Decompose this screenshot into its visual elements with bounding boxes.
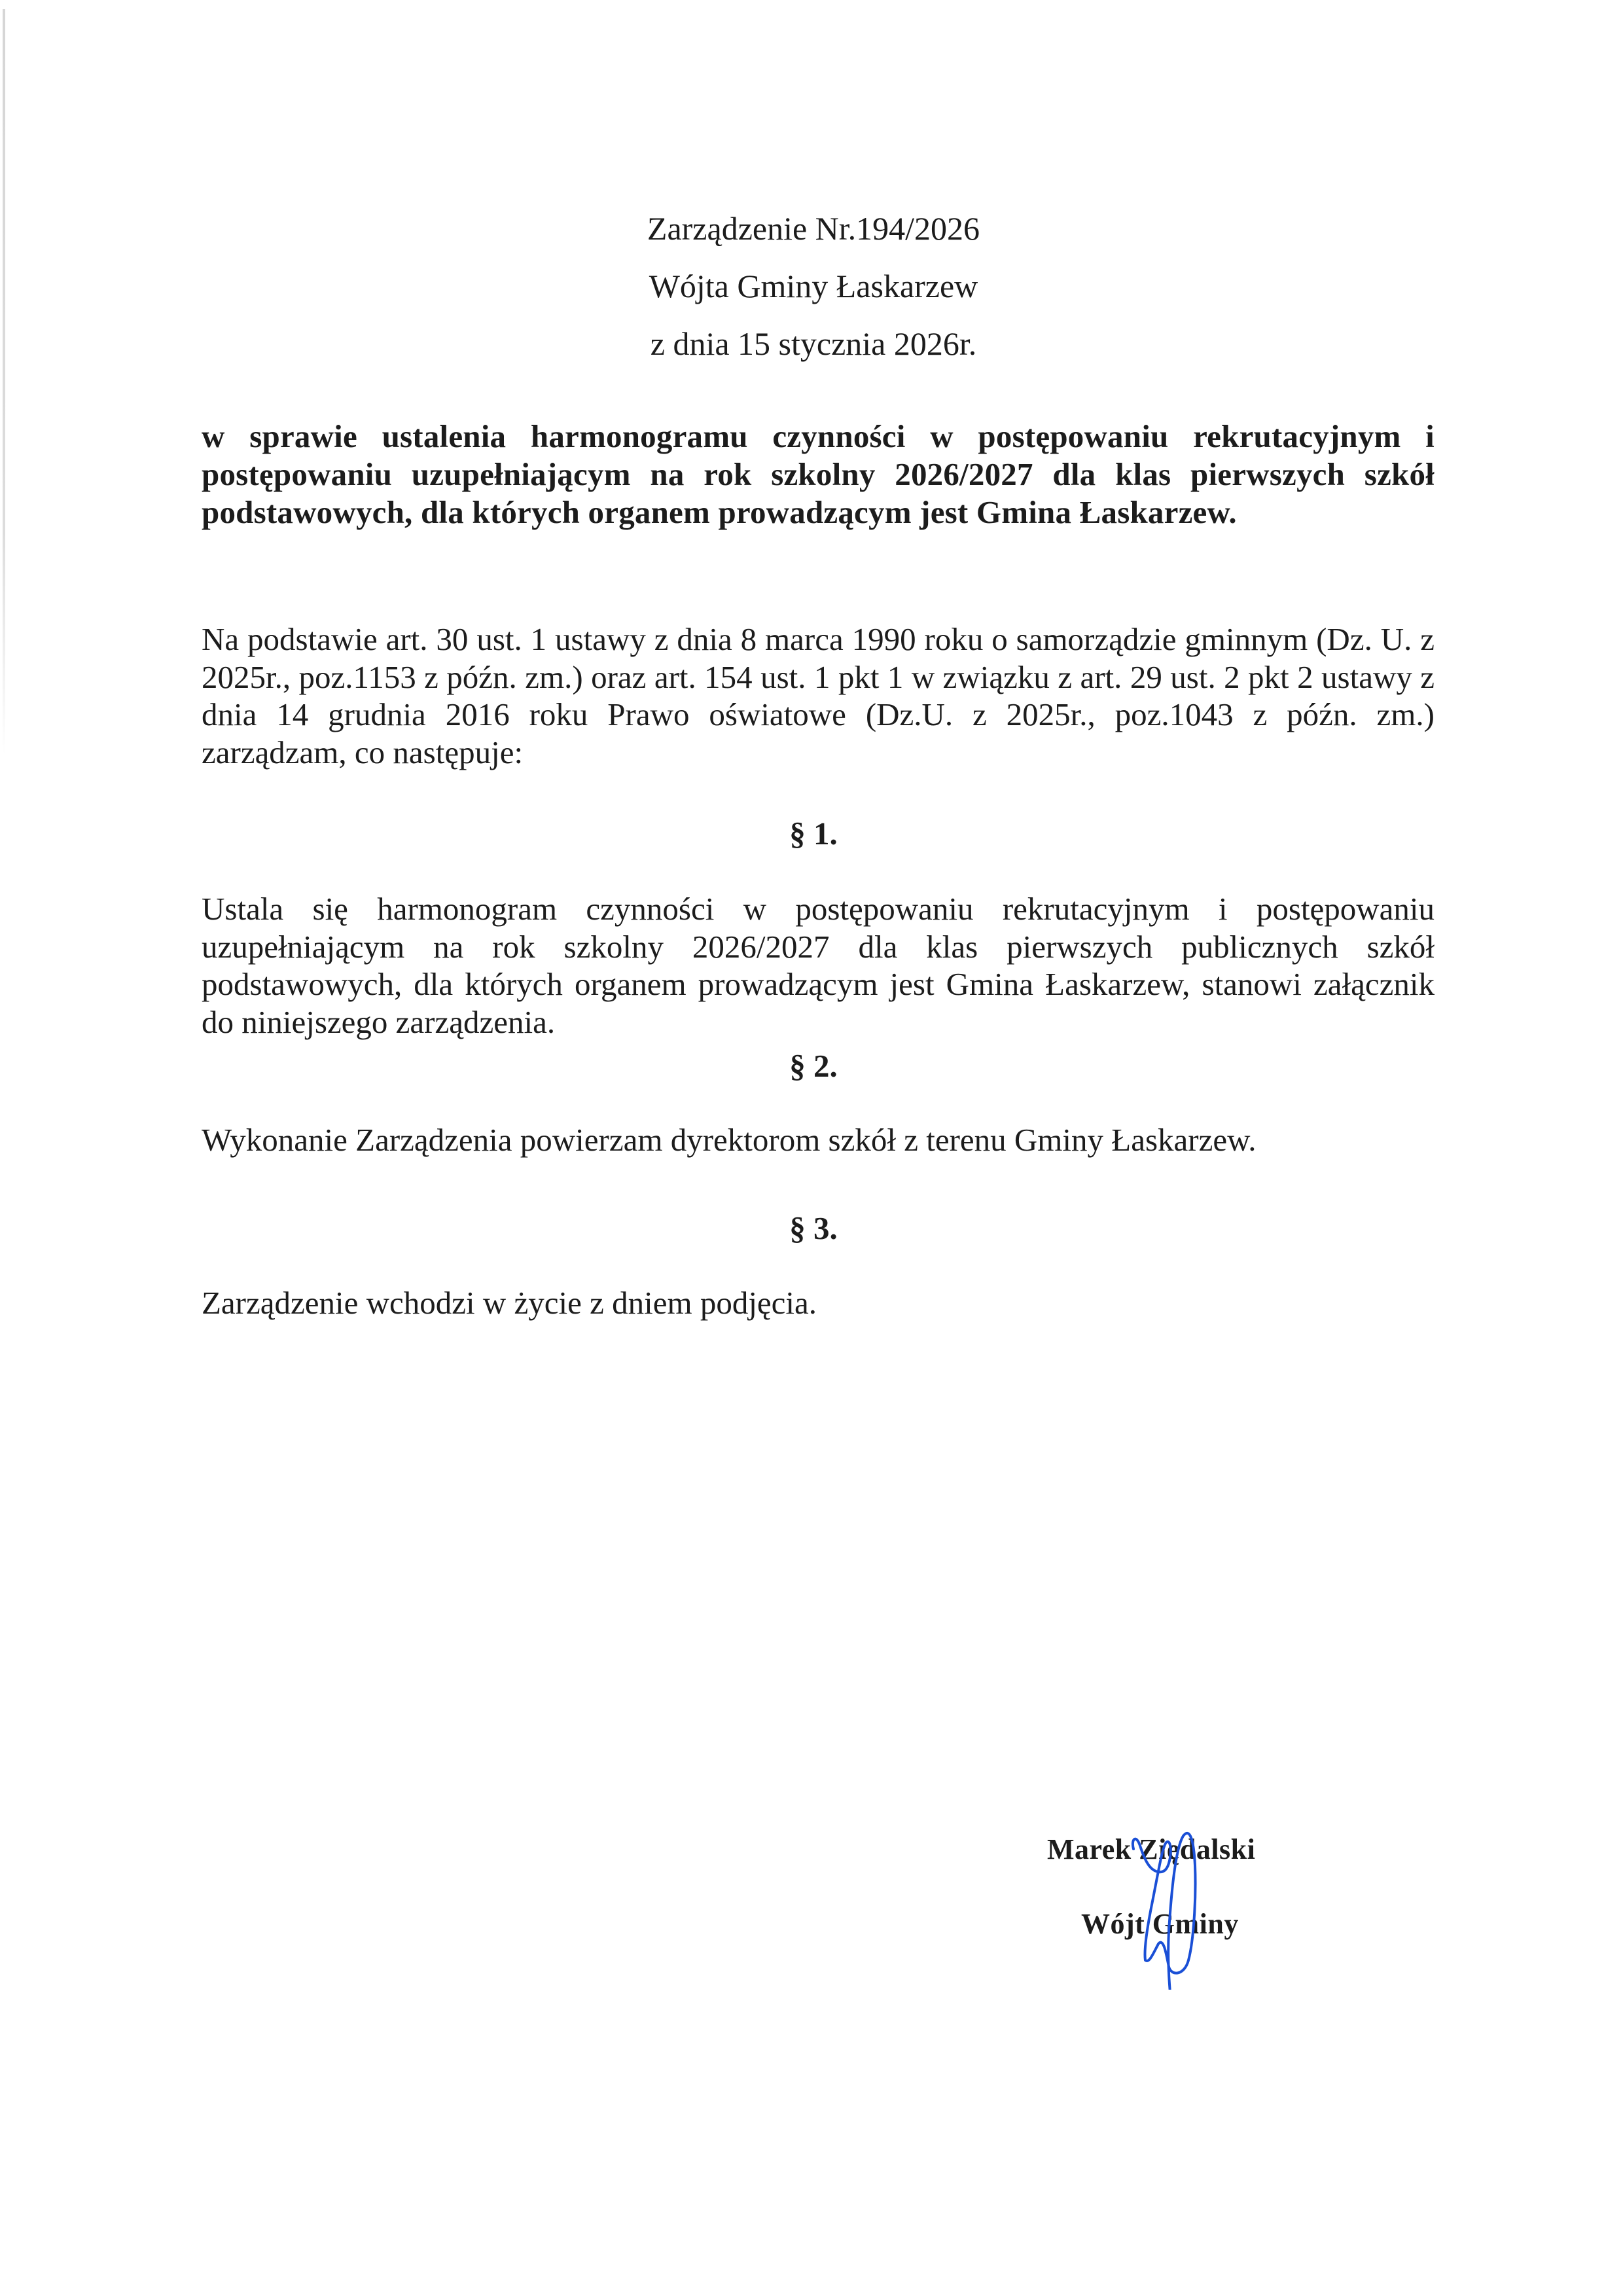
paragraph-2-text: Wykonanie Zarządzenia powierzam dyrektorom szkół z terenu Gminy Łaskarzew. bbox=[202, 1122, 1257, 1158]
scan-edge-line bbox=[3, 9, 5, 755]
paragraph-1-heading: § 1. bbox=[789, 816, 838, 852]
document-date: z dnia 15 stycznia 2026r. bbox=[650, 325, 977, 362]
document-subject: w sprawie ustalenia harmonogramu czynności w postępowaniu rekrutacyjnym i postępowaniu uzupełniającym na rok szkolny 2026/2027 dla klas pierwszych szkół podstawowych, dla których organem prowadzącym jest Gmina Łaskarzew. bbox=[202, 418, 1435, 530]
signatory-title: Wójt Gminy bbox=[1081, 1908, 1239, 1940]
paragraph-1-text: Ustala się harmonogram czynności w postępowaniu rekrutacyjnym i postępowaniu uzupełniającym na rok szkolny 2026/2027 dla klas pierwszych publicznych szkół podstawowych, dla których organem prowadzącym jest Gmina Łaskarzew, stanowi załącznik do niniejszego zarządzenia. bbox=[202, 891, 1435, 1040]
document-issuer: Wójta Gminy Łaskarzew bbox=[649, 268, 978, 304]
document-title: Zarządzenie Nr.194/2026 bbox=[647, 210, 980, 247]
paragraph-3-text: Zarządzenie wchodzi w życie z dniem podjęcia. bbox=[202, 1285, 817, 1321]
signature-block bbox=[1047, 1820, 1322, 1990]
paragraph-2-heading: § 2. bbox=[789, 1048, 838, 1084]
paragraph-3-heading: § 3. bbox=[789, 1210, 838, 1246]
legal-basis-preamble: Na podstawie art. 30 ust. 1 ustawy z dnia 8 marca 1990 roku o samorządzie gminnym (Dz. U. z 2025r., poz.1153 z późn. zm.) oraz art. 154 ust. 1 pkt 1 w związku z art. 29 ust. 2 pkt 2 ustawy z dnia 14 grudnia 2016 roku Prawo oświatowe (Dz.U. z 2025r., poz.1043 z późn. zm.) zarządzam, co następuje: bbox=[202, 621, 1435, 770]
document-header bbox=[202, 200, 1425, 372]
signatory-name: Marek Ziędalski bbox=[1047, 1833, 1256, 1865]
